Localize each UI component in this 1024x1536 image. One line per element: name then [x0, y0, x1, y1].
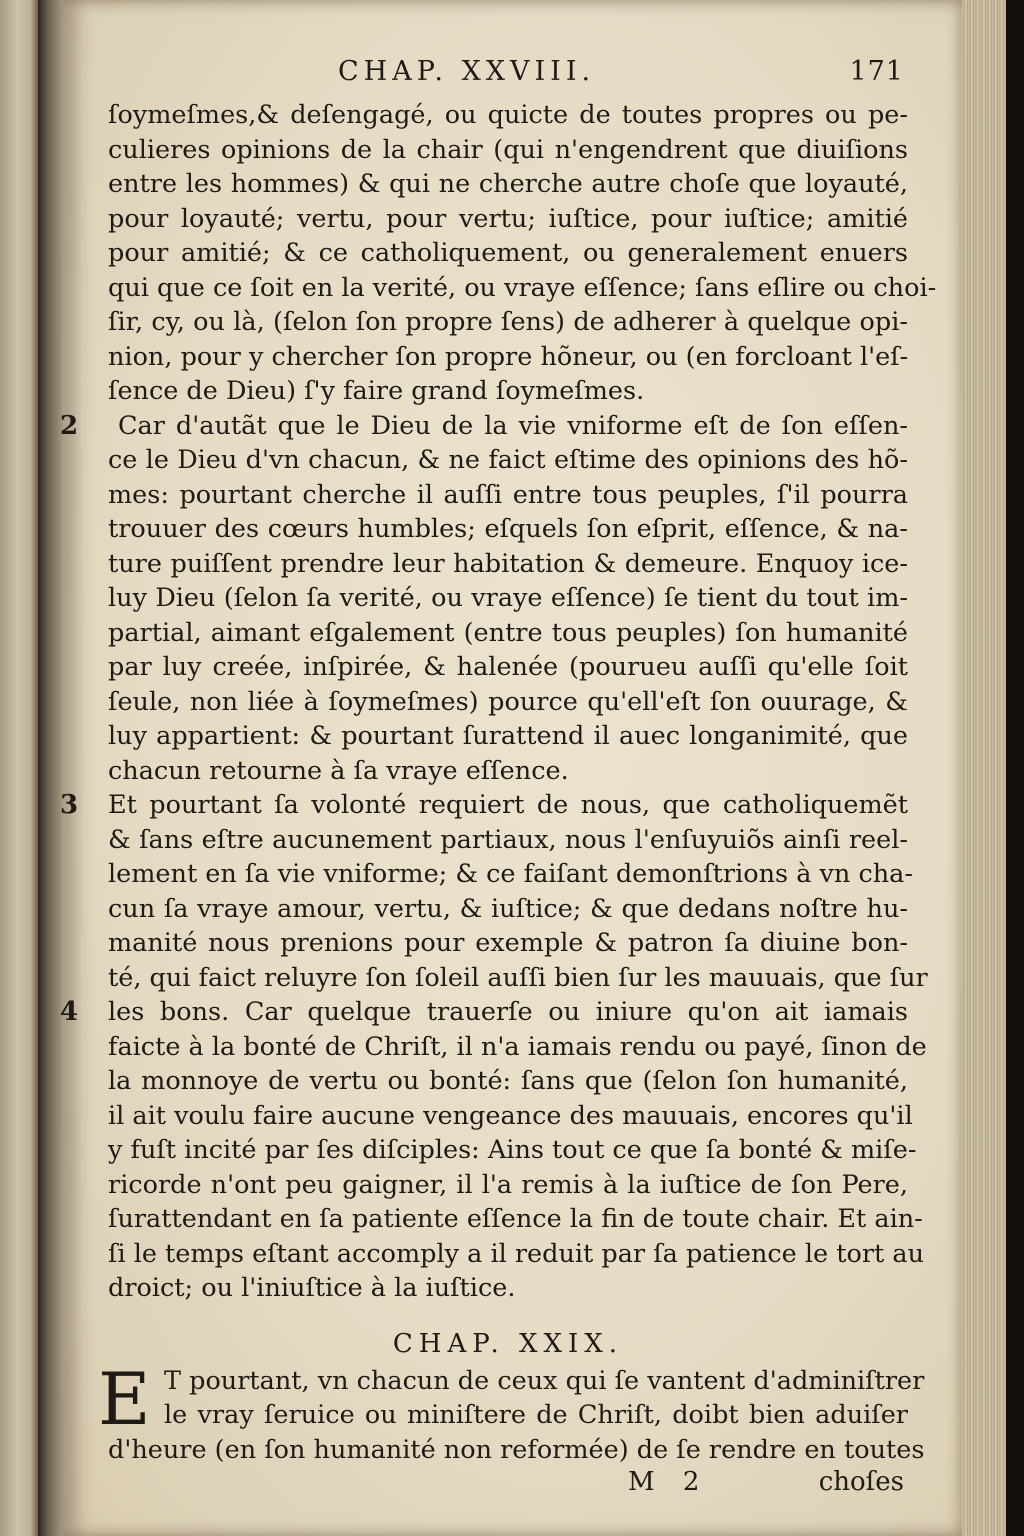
text-line: la monnoye de vertu ou bonté: ſans que (ſelon ſon humanité,	[108, 1066, 908, 1096]
drop-cap-letter: E	[98, 1356, 151, 1441]
text-line: les bons. Car quelque trauerſe ou iniure qu'on ait iamais	[108, 997, 908, 1027]
text-line: lement en ſa vie vniforme; & ce faiſant demonſtrions à vn cha-	[108, 859, 913, 889]
background-edge	[1006, 0, 1024, 1536]
paragraph-4	[60, 995, 927, 1306]
page-number: 171	[849, 56, 904, 87]
page-footer	[108, 1467, 908, 1501]
catchword: choſes	[818, 1467, 904, 1497]
text-line: par luy creée, inſpirée, & halenée (pourueu auſſi qu'elle ſoit	[108, 652, 908, 682]
text-line: faicte à la bonté de Chriſt, il n'a iamais rendu ou payé, ſinon de	[108, 1031, 927, 1062]
running-head-chapter: CHAP. XXVIII.	[338, 56, 596, 87]
text-line: entre les hommes) & qui ne cherche autre choſe que loyauté,	[108, 169, 908, 199]
text-line: manité nous prenions pour exemple & patron ſa diuine bon-	[108, 928, 908, 958]
text-line: ſurattendant en ſa patiente eſſence la fin de toute chair. Et ain-	[108, 1204, 923, 1234]
text-line: il ait voulu faire aucune vengeance des mauuais, encores qu'il	[108, 1100, 913, 1131]
text-line: le vray ſeruice ou miniſtere de Chriſt, doibt bien aduiſer	[164, 1400, 908, 1430]
text-line: ſeule, non liée à ſoymeſmes) pource qu'ell'eſt ſon ouurage, &	[108, 686, 908, 717]
running-head	[108, 54, 908, 98]
text-line: droict; ou l'iniuſtice à la iuſtice.	[108, 1273, 516, 1303]
paragraph-2	[60, 409, 908, 789]
text-line: ce le Dieu d'vn chacun, & ne faict eſtime des opinions des hõ-	[108, 445, 908, 475]
text-line: luy Dieu (ſelon ſa verité, ou vraye eſſence) ſe tient du tout im-	[108, 583, 908, 613]
text-line: ſoymeſmes,& deſengagé, ou quicte de toutes propres ou pe-	[108, 100, 908, 130]
book-gutter	[38, 0, 64, 1536]
text-line: Et pourtant ſa volonté requiert de nous, que catholiquemẽt	[108, 790, 908, 820]
text-line: té, qui faict reluyre ſon ſoleil auſſi bien ſur les mauuais, que ſur	[108, 962, 928, 993]
text-line: d'heure (en ſon humanité non reformée) de ſe rendre en toutes	[108, 1434, 925, 1465]
page-stack-edge	[962, 0, 1006, 1536]
text-line: qui que ce ſoit en la verité, ou vraye eſſence; ſans eſlire ou choi-	[108, 272, 937, 303]
text-block	[60, 54, 937, 1501]
text-line: ture puiſſent prendre leur habitation & demeure. Enquoy ice-	[108, 548, 908, 579]
verse-number: 3	[60, 790, 79, 820]
text-line: partial, aimant eſgalement (entre tous peuples) ſon humanité	[108, 617, 908, 648]
paragraph-1	[108, 98, 937, 409]
text-line: cun ſa vraye amour, vertu, & iuſtice; & que dedans noſtre hu-	[108, 893, 908, 924]
text-line: pour loyauté; vertu, pour vertu; iuſtice, pour iuſtice; amitié	[108, 203, 908, 234]
text-line: chacun retourne à ſa vraye eſſence.	[108, 755, 569, 786]
paragraph-3	[60, 788, 928, 995]
text-line: y fuſt incité par ſes diſciples: Ains tout ce que ſa bonté & miſe-	[108, 1135, 917, 1165]
text-line: ſi le temps eſtant accomply a il reduit par ſa patience le tort au	[108, 1238, 924, 1269]
text-line: luy appartient: & pourtant ſurattend il auec longanimité, que	[108, 721, 908, 751]
text-line: ricorde n'ont peu gaigner, il l'a remis à la iuſtice de ſon Pere,	[108, 1169, 908, 1200]
previous-page-edge	[0, 0, 38, 1536]
verse-number: 4	[60, 997, 79, 1027]
text-line: Car d'autãt que le Dieu de la vie vniforme eſt de ſon eſſen-	[118, 410, 908, 441]
text-line: ſir, cy, ou là, (ſelon ſon propre ſens) de adherer à quelque opi-	[108, 307, 908, 337]
text-line: & ſans eſtre aucunement partiaux, nous l'enſuyuiõs ainſi reel-	[108, 824, 908, 855]
verse-number: 2	[60, 410, 79, 441]
signature-mark: M 2	[628, 1467, 710, 1497]
text-line: culieres opinions de la chair (qui n'engendrent que diuiſions	[108, 134, 908, 165]
chapter-heading: CHAP. XXIX.	[392, 1328, 624, 1359]
chapter-opening	[98, 1356, 925, 1468]
text-line: trouuer des cœurs humbles; eſquels ſon eſprit, eſſence, & na-	[108, 514, 908, 544]
text-line: nion, pour y chercher ſon propre hõneur, ou (en forcloant l'eſ-	[108, 341, 909, 372]
text-line: T pourtant, vn chacun de ceux qui ſe vantent d'adminiſtrer	[164, 1365, 925, 1396]
text-line: ſence de Dieu) ſ'y faire grand ſoymeſmes.	[108, 376, 645, 406]
text-line: mes: pourtant cherche il auſſi entre tous peuples, ſ'il pourra	[108, 479, 908, 510]
text-line: pour amitié; & ce catholiquement, ou generalement enuers	[108, 238, 908, 268]
